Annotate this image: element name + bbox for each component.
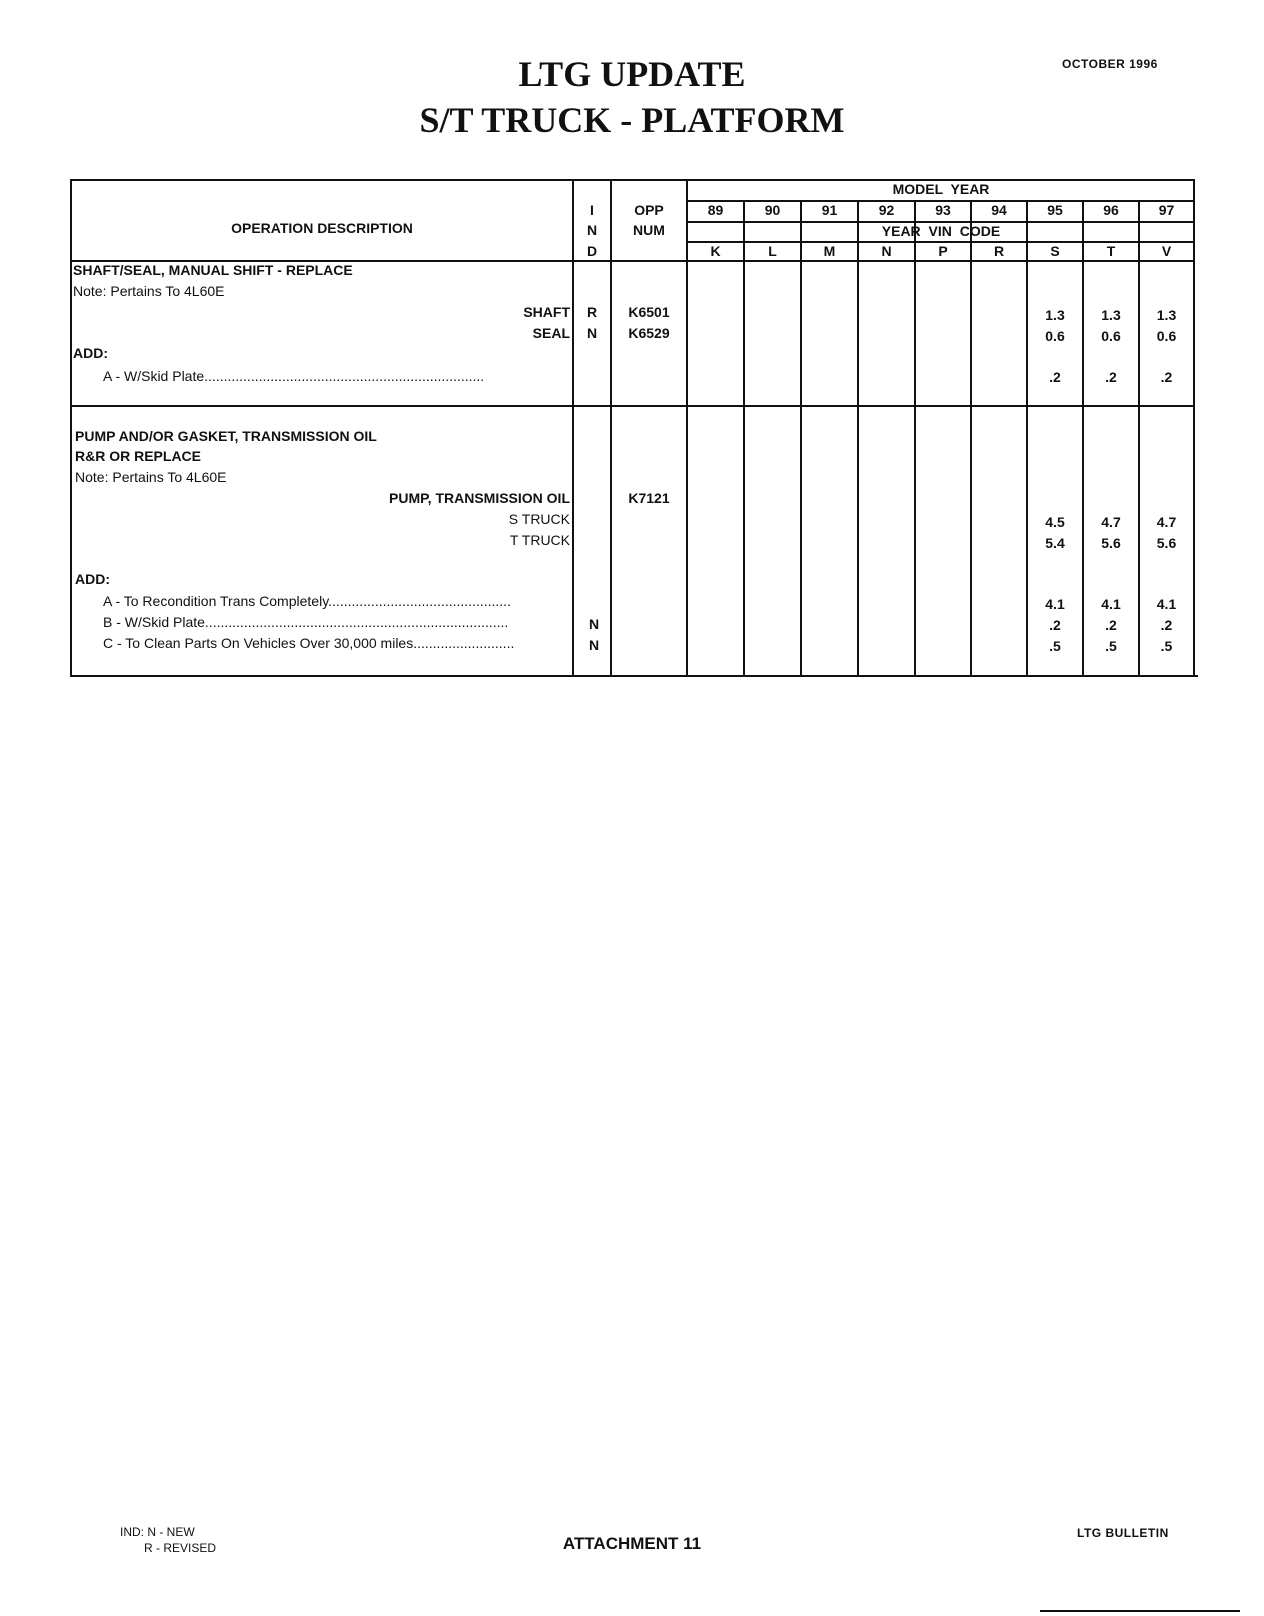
vin-code-k: K — [710, 243, 721, 259]
attachment-label: ATTACHMENT 11 — [562, 1534, 702, 1553]
shaft-value-95: 1.3 — [1045, 307, 1065, 323]
t-truck-value-95: 5.4 — [1045, 535, 1065, 551]
vin-code-n: N — [881, 243, 892, 259]
t-truck-value-96: 5.6 — [1101, 535, 1121, 551]
shaft-opp: K6501 — [628, 304, 670, 320]
section2-add-c-97: .5 — [1160, 638, 1173, 654]
section2-title: PUMP AND/OR GASKET, TRANSMISSION OIL — [75, 428, 377, 444]
section2-add-a-96: 4.1 — [1101, 596, 1121, 612]
document-date: OCTOBER 1996 — [1062, 57, 1158, 71]
pump-label: PUMP, TRANSMISSION OIL — [389, 490, 570, 506]
vin-code-s: S — [1050, 243, 1060, 259]
year-vin-code-header: YEAR VIN CODE — [881, 223, 1001, 239]
section1-add-a-97: .2 — [1160, 369, 1173, 385]
shaft-value-96: 1.3 — [1101, 307, 1121, 323]
section2-add-a-95: 4.1 — [1045, 596, 1065, 612]
section1-add-a: A - W/Skid Plate........................................................................ — [103, 368, 485, 384]
col-border — [743, 200, 745, 677]
section2-add-label: ADD: — [75, 571, 110, 587]
ind-legend-revised: R - REVISED — [144, 1541, 217, 1555]
s-truck-label: S TRUCK — [508, 511, 570, 527]
year-96: 96 — [1103, 202, 1119, 218]
year-91: 91 — [821, 202, 838, 218]
section2-add-a: A - To Recondition Trans Completely............................................... — [103, 593, 511, 609]
year-90: 90 — [764, 202, 781, 218]
table-right-border — [1193, 179, 1195, 677]
col-border — [970, 200, 972, 677]
shaft-ind: R — [586, 304, 598, 320]
section2-add-c-ind: N — [588, 637, 600, 653]
shaft-value-97: 1.3 — [1156, 307, 1177, 323]
col-border — [914, 200, 916, 677]
section1-add-a-96: .2 — [1105, 369, 1117, 385]
section1-add-label: ADD: — [73, 345, 108, 361]
section2-subtitle: R&R OR REPLACE — [75, 448, 202, 464]
section1-add-a-95: .2 — [1049, 369, 1061, 385]
year-94: 94 — [991, 202, 1007, 218]
section2-add-c-96: .5 — [1105, 638, 1117, 654]
s-truck-value-96: 4.7 — [1101, 514, 1121, 530]
t-truck-label: T TRUCK — [509, 532, 570, 548]
s-truck-value-97: 4.7 — [1156, 514, 1177, 530]
vin-code-m: M — [823, 243, 836, 259]
s-truck-value-95: 4.5 — [1045, 514, 1065, 530]
vin-code-p: P — [938, 243, 948, 259]
page-title: LTG UPDATE — [518, 54, 746, 94]
page-edge-line — [1040, 1610, 1240, 1612]
section2-add-c-95: .5 — [1049, 638, 1061, 654]
table-bottom-border — [70, 675, 1198, 677]
year-97: 97 — [1158, 202, 1175, 218]
vin-code-t: T — [1106, 243, 1116, 259]
opp-col-border — [610, 179, 612, 677]
seal-value-95: 0.6 — [1045, 328, 1065, 344]
section2-add-c: C - To Clean Parts On Vehicles Over 30,000 miles.......................... — [103, 635, 515, 651]
year-89: 89 — [707, 202, 724, 218]
section2-add-b-96: .2 — [1105, 617, 1117, 633]
seal-value-96: 0.6 — [1101, 328, 1121, 344]
vin-code-l: L — [768, 243, 777, 259]
col-border — [800, 200, 802, 677]
pump-opp: K7121 — [628, 490, 670, 506]
operation-description-header: OPERATION DESCRIPTION — [231, 220, 413, 236]
section2-add-b-97: .2 — [1160, 617, 1173, 633]
col-border — [857, 200, 859, 677]
year-93: 93 — [935, 202, 951, 218]
table-left-border — [70, 179, 72, 677]
ind-legend-new: IND: N - NEW — [120, 1525, 195, 1539]
seal-opp: K6529 — [628, 325, 670, 341]
section1-title: SHAFT/SEAL, MANUAL SHIFT - REPLACE — [73, 262, 353, 278]
year-92: 92 — [878, 202, 895, 218]
section2-add-b: B - W/Skid Plate.............................................................................. — [103, 614, 509, 630]
shaft-label: SHAFT — [523, 304, 570, 320]
model-year-header: MODEL YEAR — [892, 181, 990, 197]
seal-label: SEAL — [532, 325, 570, 341]
seal-value-97: 0.6 — [1156, 328, 1177, 344]
num-header: NUM — [633, 222, 665, 238]
opp-header: OPP — [634, 202, 664, 218]
bulletin-label: LTG BULLETIN — [1077, 1526, 1169, 1540]
ind-header-n: N — [586, 222, 598, 238]
year-95: 95 — [1047, 202, 1063, 218]
section2-add-b-95: .2 — [1049, 617, 1061, 633]
seal-ind: N — [586, 325, 598, 341]
ind-header-d: D — [586, 243, 598, 259]
ind-header-i: I — [590, 202, 594, 218]
page-subtitle: S/T TRUCK - PLATFORM — [419, 100, 845, 140]
t-truck-value-97: 5.6 — [1156, 535, 1177, 551]
section2-add-b-ind: N — [588, 616, 600, 632]
section2-add-a-97: 4.1 — [1156, 596, 1177, 612]
section1-note: Note: Pertains To 4L60E — [73, 283, 225, 299]
vin-code-r: R — [993, 243, 1005, 259]
vin-code-v: V — [1161, 243, 1172, 259]
section2-note: Note: Pertains To 4L60E — [75, 469, 227, 485]
